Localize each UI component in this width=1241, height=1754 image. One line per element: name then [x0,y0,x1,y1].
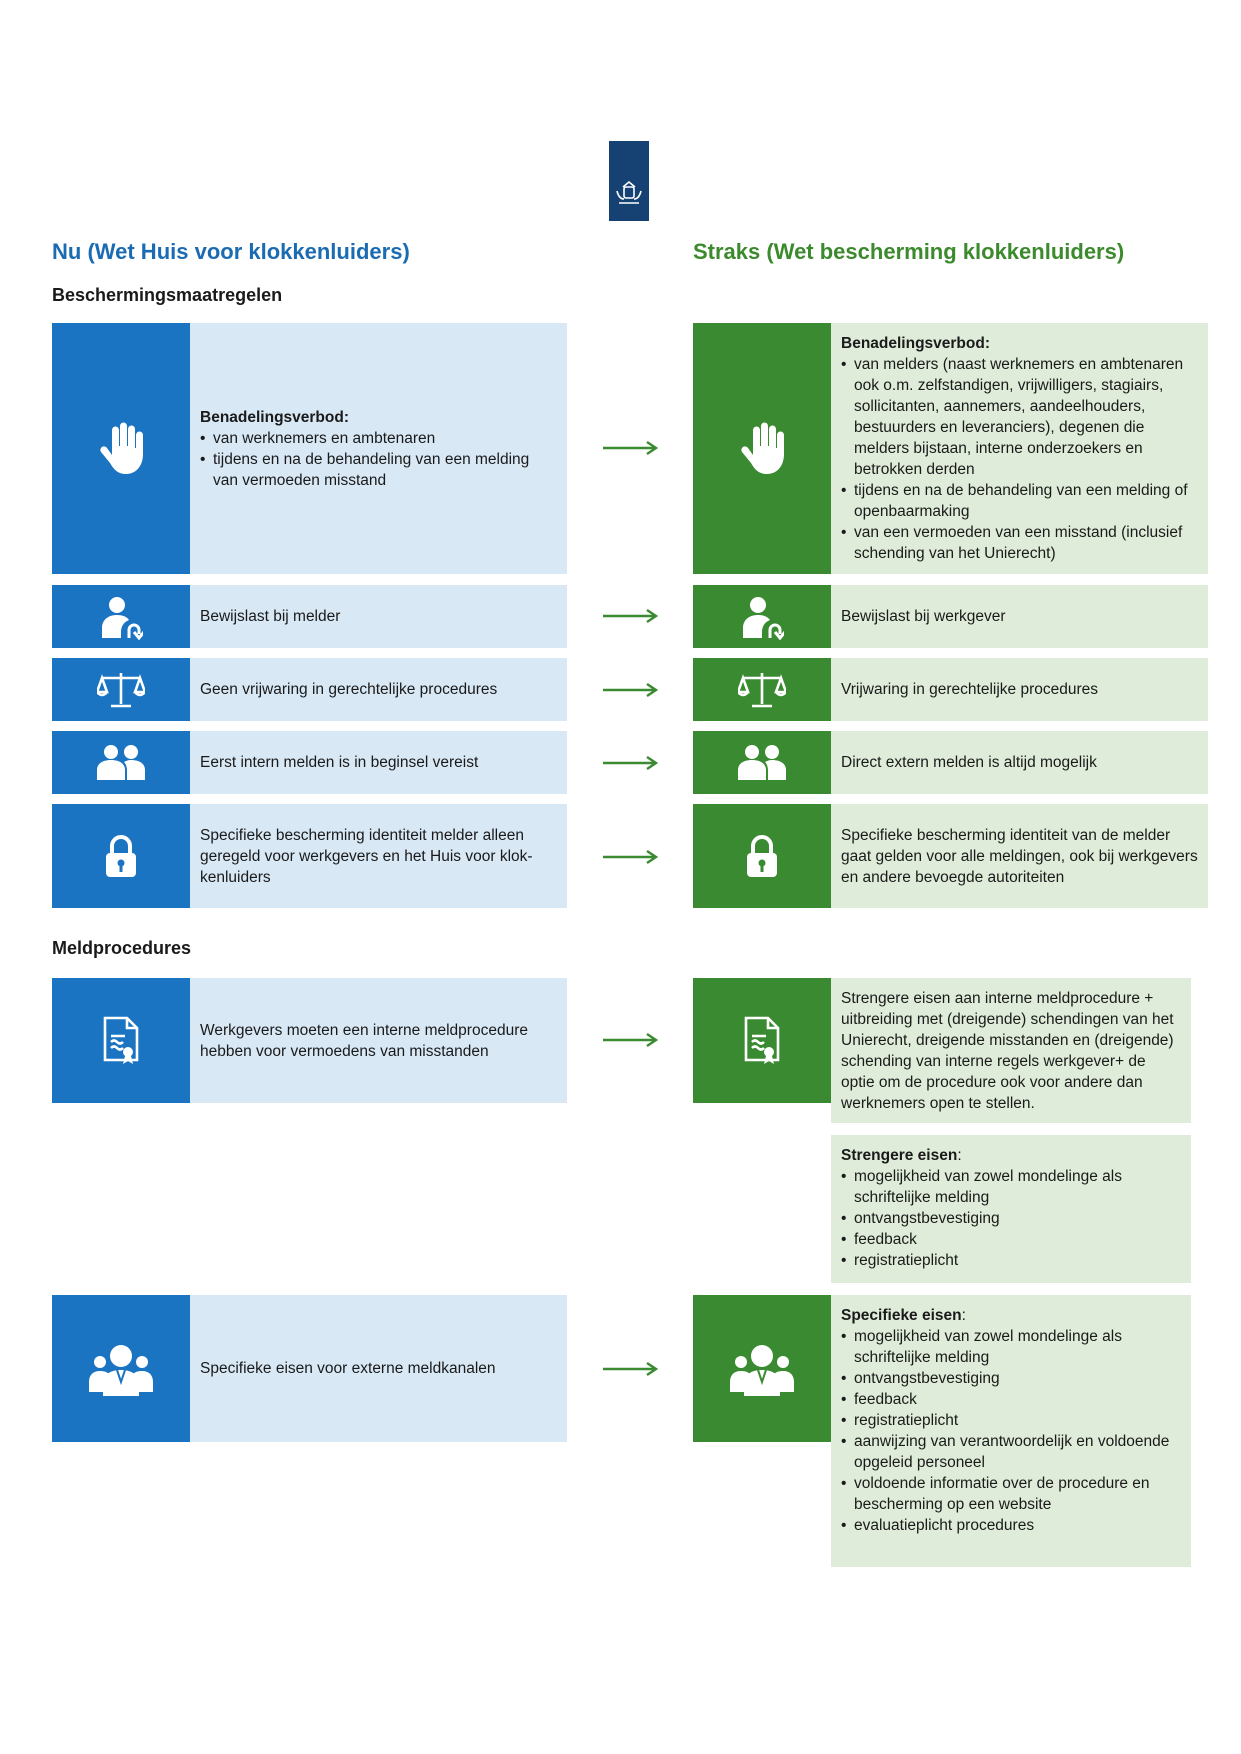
later-benadeling-icon-box [693,323,831,574]
now-column-title: Nu (Wet Huis voor klokkenluiders) [52,239,410,264]
lock-icon [745,834,779,878]
later-identiteit-label: Specifieke bescherming identiteit van de melder gaat gelden voor alle meldingen, ook bij werkgevers en andere bevoegde autoriteiten [841,826,1198,886]
now-benadeling-title: Benadelingsverbod: [200,408,349,426]
now-melden-text [190,731,567,794]
arrow-right-icon [603,850,659,864]
strict-requirements-colon: : [957,1147,962,1164]
later-melden-text [831,731,1208,794]
now-procedure-icon-box [52,978,190,1103]
now-bewijslast-label: Bewijslast bij melder [200,608,341,625]
certificate-document-icon [101,1016,141,1066]
now-benadeling-text [190,323,567,574]
list-item: • van melders (naast werknemers en ambtenaren ook o.m. zelfstandigen, vrijwilligers, stagiairs, sollicitanten, aannemers, aandeelhouders, bestuurders en leveranciers), degenen die melders bijstaan, interne onderzoekers en betrokken derden [841,354,1198,480]
list-item: • tijdens en na de behandeling van een melding van vermoeden misstand [200,449,557,491]
specific-requirements-colon: : [961,1307,966,1324]
list-item: • mogelijkheid van zowel mondelinge als schriftelijke melding [841,1166,1181,1208]
later-external-text [831,1295,1191,1567]
arrow-right-icon [603,756,659,770]
list-item: • ontvangstbevestiging [841,1368,1181,1389]
later-vrijwaring-text [831,658,1208,721]
list-item: • van werknemers en ambtenaren [200,428,557,449]
list-item: • mogelijkheid van zowel mondelinge als schriftelijke melding [841,1326,1181,1368]
now-external-label: Specifieke eisen voor externe meldkanalen [200,1360,496,1377]
scales-icon [97,670,145,710]
later-procedure-icon-box [693,978,831,1103]
stop-hand-icon [98,422,144,476]
now-procedure-label: Werkgevers moeten een interne meldprocedure hebben voor vermoedens van misstanden [200,1021,528,1060]
list-item: • evaluatieplicht procedures [841,1515,1181,1536]
arrow-right-icon [603,609,659,623]
person-return-icon [740,594,784,640]
later-identiteit-icon-box [693,804,831,908]
now-vrijwaring-text [190,658,567,721]
now-identiteit-icon-box [52,804,190,908]
list-item: • voldoende informatie over de procedure en bescherming op een website [841,1473,1181,1515]
arrow-right-icon [603,441,659,455]
later-benadeling-text [831,323,1208,574]
later-procedure-text [831,978,1191,1123]
two-people-icon [737,744,787,782]
person-return-icon [99,594,143,640]
now-vrijwaring-icon-box [52,658,190,721]
later-bewijslast-text [831,585,1208,648]
now-external-icon-box [52,1295,190,1442]
now-external-text [190,1295,567,1442]
list-item: • ontvangstbevestiging [841,1208,1181,1229]
later-vrijwaring-icon-box [693,658,831,721]
list-item: • feedback [841,1389,1181,1410]
now-bewijslast-text [190,585,567,648]
now-vrijwaring-label: Geen vrijwaring in gerechtelijke procedures [200,681,498,698]
later-vrijwaring-label: Vrijwaring in gerechtelijke procedures [841,681,1099,698]
list-item: • van een vermoeden van een misstand (inclusief schending van het Unierecht) [841,522,1198,564]
later-procedure-label: Strengere eisen aan interne meldprocedure + uitbreiding met (dreigende) schendingen van het Unierecht, dreigende misstanden en (dreigende) schending van interne regels werkgever+ de optie om de procedure ook voor andere dan werknemers open te stellen. [841,990,1174,1112]
group-contact-icon [730,1342,794,1396]
later-bewijslast-icon-box [693,585,831,648]
now-melden-icon-box [52,731,190,794]
now-melden-label: Eerst intern melden is in beginsel vereist [200,754,479,771]
now-benadeling-icon-box [52,323,190,574]
section-title-reporting: Meldprocedures [52,938,192,958]
now-bewijslast-icon-box [52,585,190,648]
strict-requirements-title: Strengere eisen [841,1147,958,1164]
group-contact-icon [89,1342,153,1396]
lock-icon [104,834,138,878]
now-identiteit-text [190,804,567,908]
later-melden-icon-box [693,731,831,794]
list-item: • aanwijzing van verantwoordelijk en voldoende opgeleid personeel [841,1431,1181,1473]
later-external-icon-box [693,1295,831,1442]
list-item: • registratieplicht [841,1410,1181,1431]
arrow-right-icon [603,1362,659,1376]
now-identiteit-label: Specifieke bescherming identiteit melder alleen geregeld voor werkgevers en het Huis voor klok-kenluiders [200,826,533,886]
two-people-icon [96,744,146,782]
arrow-right-icon [603,683,659,697]
later-melden-label: Direct extern melden is altijd mogelijk [841,754,1097,771]
later-identiteit-text [831,804,1208,908]
list-item: • feedback [841,1229,1181,1250]
section-title-protection: Beschermingsmaatregelen [52,285,283,305]
later-column-title: Straks (Wet bescherming klokkenluiders) [693,239,1125,264]
now-procedure-text [190,978,567,1103]
coat-of-arms-icon [613,179,645,207]
government-logo [609,141,649,221]
list-item: • tijdens en na de behandeling van een melding of openbaarmaking [841,480,1198,522]
scales-icon [738,670,786,710]
specific-requirements-title: Specifieke eisen [841,1307,962,1324]
arrow-right-icon [603,1033,659,1047]
later-benadeling-title: Benadelingsverbod: [841,335,990,352]
strict-requirements-box [831,1135,1191,1283]
certificate-document-icon [742,1016,782,1066]
later-bewijslast-label: Bewijslast bij werkgever [841,608,1006,625]
stop-hand-icon [739,422,785,476]
list-item: • registratieplicht [841,1250,1181,1271]
